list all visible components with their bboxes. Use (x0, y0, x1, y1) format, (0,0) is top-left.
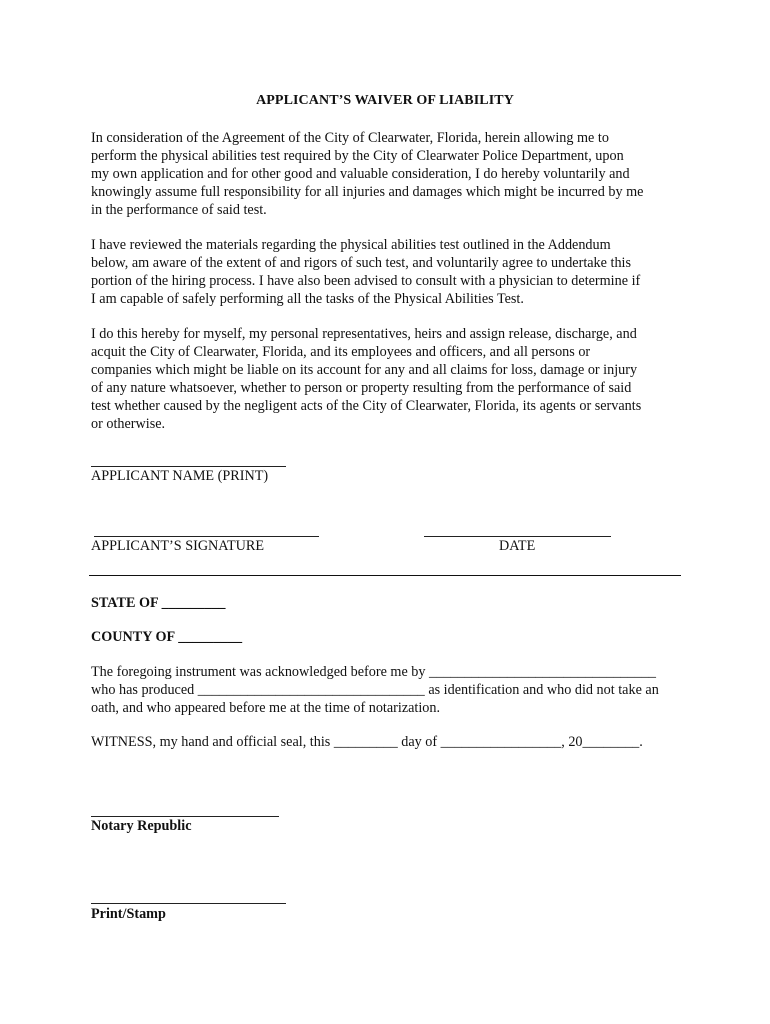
applicant-name-label: APPLICANT NAME (PRINT) (91, 468, 269, 484)
document-title: APPLICANT’S WAIVER OF LIABILITY (256, 93, 514, 108)
paragraph-line: I have reviewed the materials regarding the physical abilities test outlined in the Addendum (91, 237, 611, 253)
consideration-paragraph (91, 129, 691, 219)
paragraph-line: perform the physical abilities test required by the City of Clearwater Police Department, upon (91, 148, 624, 164)
review-paragraph (91, 236, 691, 308)
date-label: DATE (499, 538, 536, 554)
notary-acknowledgment-line-1: The foregoing instrument was acknowledged before me by ________________________________ (91, 664, 657, 680)
paragraph-line: I am capable of safely performing all the tasks of the Physical Abilities Test. (91, 291, 524, 307)
county-of-field: COUNTY OF _________ (91, 629, 243, 645)
paragraph-line: of any nature whatsoever, whether to person or property resulting from the performance of said (91, 380, 632, 396)
paragraph-line: test whether caused by the negligent acts of the City of Clearwater, Florida, its agents or servants (91, 398, 642, 414)
paragraph-line: below, am aware of the extent of and rigors of such test, and voluntarily agree to undertake this (91, 255, 631, 271)
paragraph-line: in the performance of said test. (91, 202, 267, 218)
notary-public-label: Notary Republic (91, 818, 192, 834)
paragraph-line: knowingly assume full responsibility for all injuries and damages which might be incurred by me (91, 184, 644, 200)
date-line[interactable] (424, 536, 611, 537)
notary-acknowledgment-line-2: who has produced ________________________________ as identification and who did not take an (91, 682, 659, 698)
applicant-signature-line[interactable] (94, 536, 319, 537)
notary-acknowledgment-line-3: oath, and who appeared before me at the time of notarization. (91, 700, 441, 716)
release-paragraph (91, 325, 691, 433)
paragraph-line: or otherwise. (91, 416, 166, 432)
state-of-field: STATE OF _________ (91, 595, 226, 611)
print-stamp-label: Print/Stamp (91, 906, 166, 922)
paragraph-line: acquit the City of Clearwater, Florida, and its employees and officers, and all persons or (91, 344, 591, 360)
notary-signature-line[interactable] (91, 816, 279, 817)
witness-line: WITNESS, my hand and official seal, this _________ day of _________________, 20________. (91, 734, 643, 750)
paragraph-line: portion of the hiring process. I have also been advised to consult with a physician to determine if (91, 273, 641, 289)
paragraph-line: companies which might be liable on its account for any and all claims for loss, damage or injury (91, 362, 638, 378)
applicant-signature-label: APPLICANT’S SIGNATURE (91, 538, 265, 554)
section-divider (89, 575, 681, 576)
print-stamp-line[interactable] (91, 903, 286, 904)
applicant-name-line[interactable] (91, 466, 286, 467)
paragraph-line: my own application and for other good and valuable consideration, I do hereby voluntarily and (91, 166, 630, 182)
paragraph-line: In consideration of the Agreement of the City of Clearwater, Florida, herein allowing me to (91, 130, 609, 146)
paragraph-line: I do this hereby for myself, my personal representatives, heirs and assign release, discharge, and (91, 326, 637, 342)
